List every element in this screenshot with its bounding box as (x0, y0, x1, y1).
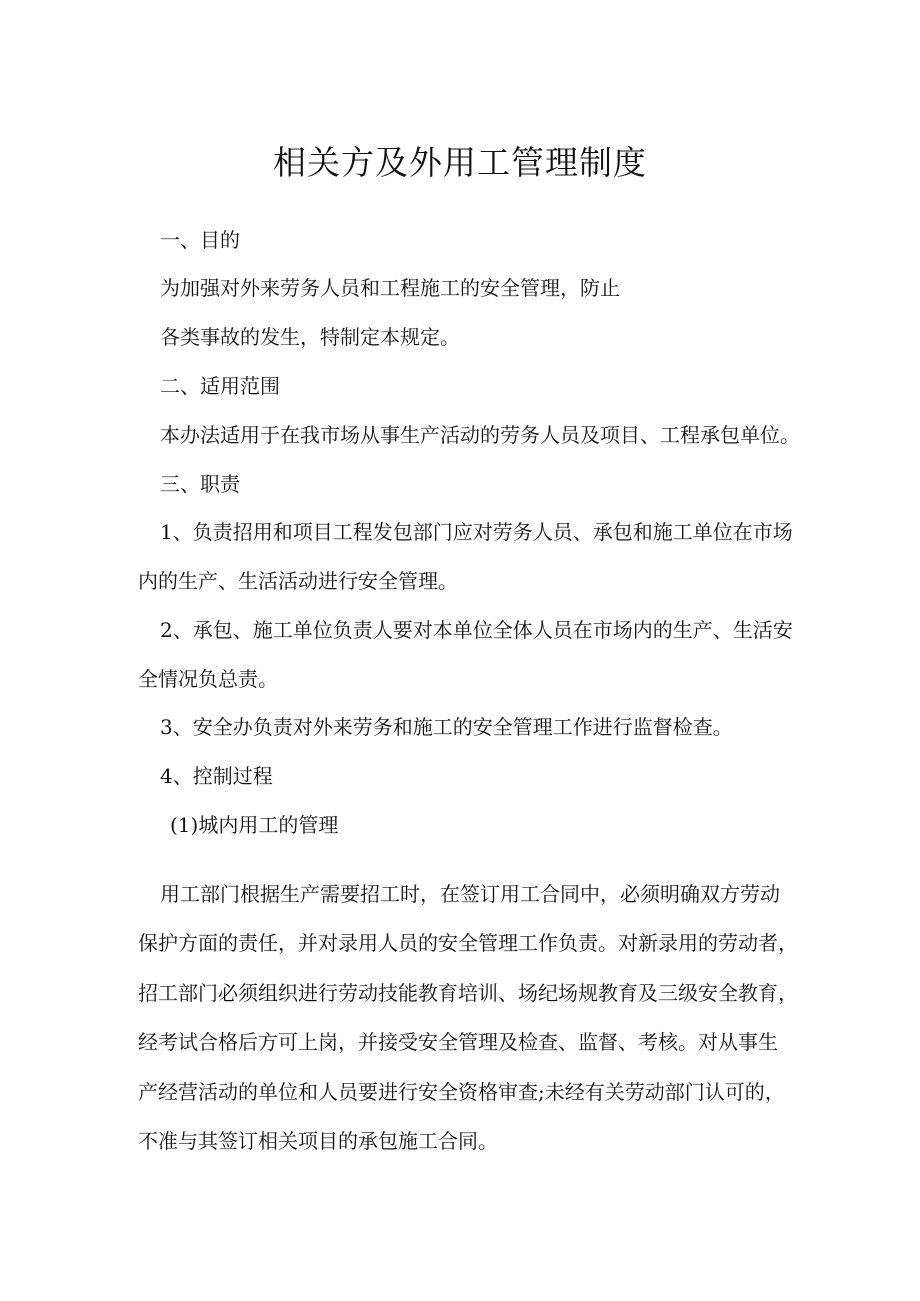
section-heading-purpose: 一、目的 (160, 228, 240, 252)
responsibility-item-1-line-1: 1、负责招用和项目工程发包部门应对劳务人员、承包和施工单位在市场 (160, 520, 793, 544)
paragraph-line: 招工部门必须组织进行劳动技能教育培训、场纪场规教育及三级安全教育， (138, 980, 798, 1005)
paragraph-line: 经考试合格后方可上岗，并接受安全管理及检查、监督、考核。对从事生 (138, 1030, 778, 1055)
scope-text-line-1: 本办法适用于在我市场从事生产活动的劳务人员及项目、工程承包单位。 (160, 423, 800, 447)
responsibility-item-4: 4、控制过程 (160, 764, 273, 788)
section-heading-scope: 二、适用范围 (160, 374, 280, 398)
responsibility-item-2-line-2: 全情况负总责。 (138, 667, 278, 691)
paragraph-line: 不准与其签订相关项目的承包施工合同。 (138, 1129, 498, 1154)
document-title: 相关方及外用工管理制度 (273, 143, 647, 182)
local-employment-paragraph (138, 870, 798, 1166)
section-heading-responsibilities: 三、职责 (160, 472, 240, 496)
purpose-text-line-1: 为加强对外来劳务人员和工程施工的安全管理，防止 (160, 276, 620, 300)
responsibility-item-1-line-2: 内的生产、生活活动进行安全管理。 (138, 569, 458, 593)
responsibility-item-2-line-1: 2、承包、施工单位负责人要对本单位全体人员在市场内的生产、生活安 (160, 618, 793, 642)
subsection-heading-local-employment: (1)城内用工的管理 (170, 813, 339, 837)
paragraph-line: 用工部门根据生产需要招工时，在签订用工合同中，必须明确双方劳动 (160, 882, 780, 906)
paragraph-line: 产经营活动的单位和人员要进行安全资格审查;未经有关劳动部门认可的， (138, 1079, 785, 1104)
purpose-text-line-2: 各类事故的发生，特制定本规定。 (160, 325, 460, 349)
responsibility-item-3: 3、安全办负责对外来劳务和施工的安全管理工作进行监督检查。 (160, 715, 733, 739)
paragraph-line: 保护方面的责任，并对录用人员的安全管理工作负责。对新录用的劳动者， (138, 931, 798, 956)
